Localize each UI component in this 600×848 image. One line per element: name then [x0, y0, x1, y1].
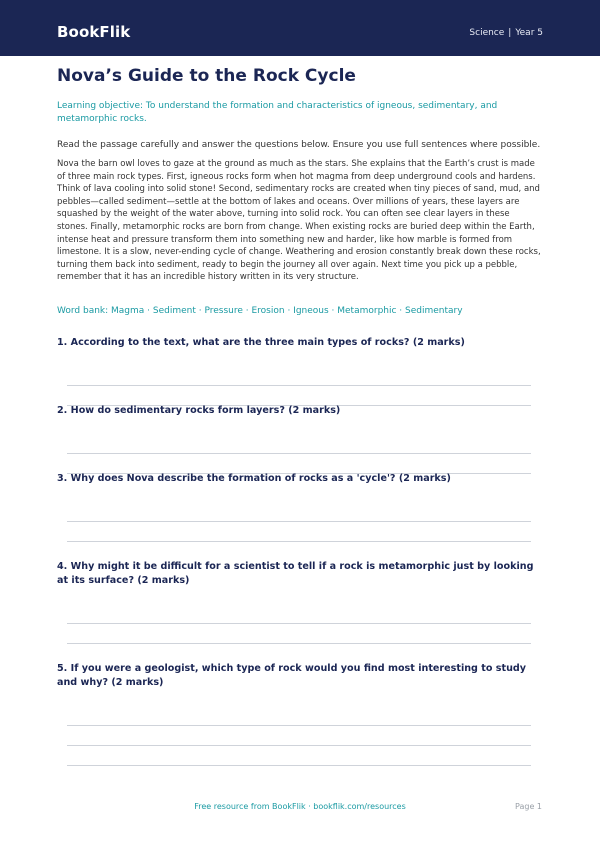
- answer-line: [67, 745, 531, 746]
- answer-line: [67, 623, 531, 624]
- page-header: [0, 0, 600, 56]
- question-4: 4. Why might it be difficult for a scientist to tell if a rock is metamorphic just by looking at its surface? (2 marks): [57, 561, 534, 586]
- subject-label: Science: [469, 28, 505, 38]
- answer-line: [67, 453, 531, 454]
- header-meta: [469, 28, 543, 38]
- question-3: 3. Why does Nova describe the formation of rocks as a 'cycle'? (2 marks): [57, 473, 451, 484]
- page-number: Page 1: [515, 802, 542, 811]
- learning-objective: Learning objective: To understand the formation and characteristics of igneous, sedimentary, and metamorphic rocks.: [57, 101, 498, 124]
- question-1: 1. According to the text, what are the three main types of rocks? (2 marks): [57, 337, 465, 348]
- answer-line: [67, 765, 531, 766]
- answer-line: [67, 541, 531, 542]
- page-title: Nova’s Guide to the Rock Cycle: [57, 66, 356, 86]
- reading-passage: Nova the barn owl loves to gaze at the ground as much as the stars. She explains that the Earth’s crust is made of three main rock types. First, igneous rocks form when hot magma from deep underground cools and hardens. Think of lava cooling into solid stone! Second, sedimentary rocks are created when tiny pieces of sand, mud, and pebbles—called sediment—settle at the bottom of lakes and oceans. Over millions of years, these layers are squashed by the weight of the water above, turning into solid rock. You can often see clear layers in these stones. Finally, metamorphic rocks are born from change. When existing rocks are buried deep within the Earth, intense heat and pressure transform them into something new and harder, like how marble is formed from limestone. It is a slow, never-ending cycle of change. Weathering and erosion constantly break down these rocks, turning them back into sediment, ready to begin the journey all over again. Next time you pick up a pebble, remember that it has an incredible history written in its very structure.: [57, 159, 541, 283]
- word-bank: Word bank: Magma · Sediment · Pressure · Erosion · Igneous · Metamorphic · Sedimentary: [57, 306, 463, 316]
- question-5: 5. If you were a geologist, which type of rock would you find most interesting to study and why? (2 marks): [57, 663, 527, 688]
- answer-line: [67, 385, 531, 386]
- header-separator: |: [508, 28, 512, 38]
- brand-logo: BookFlik: [57, 23, 131, 41]
- footer-credit: Free resource from BookFlik · bookflik.com/resources: [194, 802, 406, 811]
- question-2: 2. How do sedimentary rocks form layers? (2 marks): [57, 405, 341, 416]
- year-label: Year 5: [515, 28, 543, 38]
- answer-line: [67, 521, 531, 522]
- answer-line: [67, 725, 531, 726]
- answer-line: [67, 643, 531, 644]
- instructions: Read the passage carefully and answer the questions below. Ensure you use full sentences where possible.: [57, 140, 541, 150]
